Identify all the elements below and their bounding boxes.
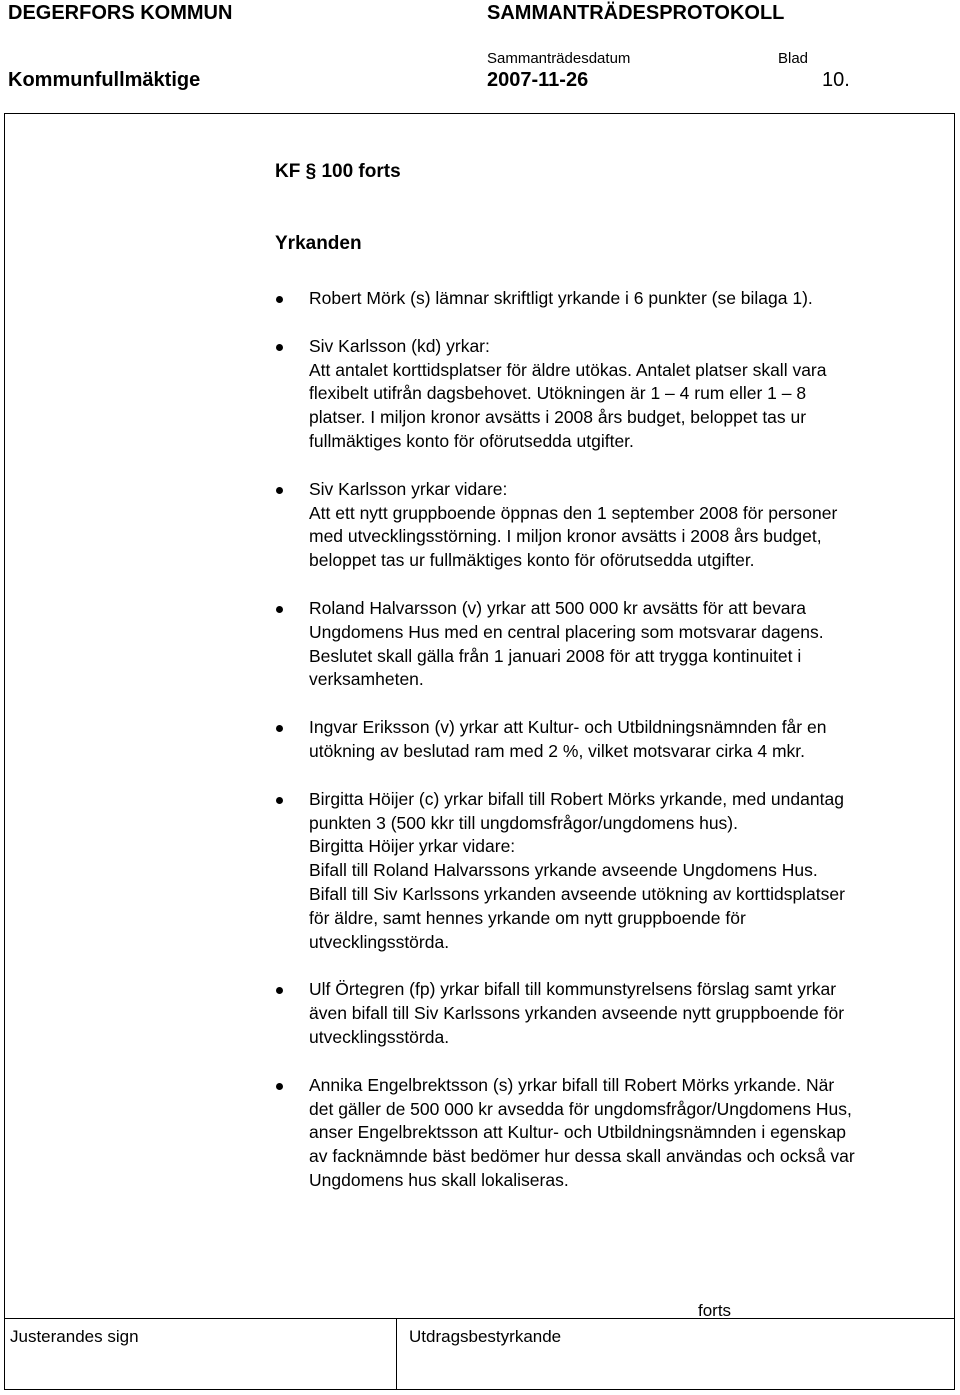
doc-type: SAMMANTRÄDESPROTOKOLL (487, 2, 785, 24)
bullet-icon (276, 487, 283, 494)
item-line: utvecklingsstörda. (309, 931, 450, 952)
meeting-date: 2007-11-26 (487, 69, 589, 91)
item-line: Beslutet skall gälla från 1 januari 2008 för att trygga kontinuitet i (309, 645, 802, 666)
item-line: punkten 3 (500 kkr till ungdomsfrågor/ungdomens hus). (309, 812, 738, 833)
list-item (309, 716, 949, 764)
item-line: med utvecklingsstörning. I miljon kronor avsätts i 2008 års budget, (309, 526, 822, 547)
item-line: Ulf Örtegren (fp) yrkar bifall till kommunstyrelsens förslag samt yrkar (309, 979, 837, 1000)
item-line: av facknämnde bäst bedömer hur dessa skall användas och också var (309, 1146, 855, 1167)
item-line: Robert Mörk (s) lämnar skriftligt yrkande i 6 punkter (se bilaga 1). (309, 288, 813, 308)
footer-column-divider (396, 1318, 397, 1390)
item-line: Roland Halvarsson (v) yrkar att 500 000 kr avsätts för att bevara (309, 597, 807, 618)
item-line: Ungdomens hus skall lokaliseras. (309, 1169, 569, 1190)
list-item (309, 1074, 949, 1193)
item-line: Siv Karlsson (kd) yrkar: (309, 335, 490, 356)
item-line: Bifall till Siv Karlssons yrkanden avseende utökning av korttidsplatser (309, 883, 845, 904)
motion-list (309, 287, 949, 1193)
list-item (309, 287, 949, 311)
body-name: Kommunfullmäktige (8, 69, 201, 91)
footer-divider (4, 1318, 955, 1319)
item-line: fullmäktiges konto för oförutsedda utgifter. (309, 430, 634, 451)
item-line: platser. I miljon kronor avsätts i 2008 års budget, beloppet tas ur (309, 407, 807, 428)
item-line: Ungdomens Hus med en central placering som motsvarar dagens. (309, 621, 824, 642)
item-line: verksamheten. (309, 669, 424, 690)
section-title: KF § 100 forts (275, 161, 401, 182)
continued-label: forts (698, 1301, 732, 1320)
item-line: utvecklingsstörda. (309, 1026, 450, 1047)
org-name: DEGERFORS KOMMUN (8, 2, 233, 24)
date-label: Sammanträdesdatum (487, 50, 631, 67)
item-line: Siv Karlsson yrkar vidare: (309, 478, 508, 499)
bullet-icon (276, 1083, 283, 1090)
item-line: Annika Engelbrektsson (s) yrkar bifall till Robert Mörks yrkande. När (309, 1074, 835, 1095)
bullet-icon (276, 344, 283, 351)
item-line: även bifall till Siv Karlssons yrkanden avseende nytt gruppboende för (309, 1003, 845, 1024)
item-line: för äldre, samt hennes yrkande om nytt gruppboende för (309, 907, 746, 928)
list-item (309, 335, 949, 454)
page-number: 10. (822, 69, 850, 91)
section-subtitle: Yrkanden (275, 233, 362, 254)
item-line: beloppet tas ur fullmäktiges konto för oförutsedda utgifter. (309, 550, 755, 571)
item-line: Att ett nytt gruppboende öppnas den 1 september 2008 för personer (309, 502, 838, 523)
item-line: Birgitta Höijer (c) yrkar bifall till Robert Mörks yrkande, med undantag (309, 788, 844, 809)
page-label: Blad (778, 50, 809, 67)
item-line: Ingvar Eriksson (v) yrkar att Kultur- och Utbildningsnämnden får en (309, 717, 827, 738)
item-line: anser Engelbrektsson att Kultur- och Utbildningsnämnden i egenskap (309, 1122, 846, 1143)
bullet-icon (276, 797, 283, 804)
list-item (309, 788, 949, 955)
item-line: det gäller de 500 000 kr avsedda för ungdomsfrågor/Ungdomens Hus, (309, 1098, 852, 1119)
item-line: flexibelt utifrån dagsbehovet. Utökningen är 1 – 4 rum eller 1 – 8 (309, 383, 807, 404)
list-item (309, 978, 949, 1049)
justerandes-sign-label: Justerandes sign (10, 1327, 139, 1346)
bullet-icon (276, 296, 283, 303)
utdragsbestyrkande-label: Utdragsbestyrkande (409, 1327, 562, 1346)
bullet-icon (276, 606, 283, 613)
item-line: Att antalet korttidsplatser för äldre utökas. Antalet platser skall vara (309, 359, 827, 380)
item-line: Birgitta Höijer yrkar vidare: (309, 836, 516, 857)
item-line: utökning av beslutad ram med 2 %, vilket motsvarar cirka 4 mkr. (309, 740, 806, 761)
item-line: Bifall till Roland Halvarssons yrkande avseende Ungdomens Hus. (309, 860, 818, 881)
list-item (309, 478, 949, 573)
list-item (309, 597, 949, 692)
